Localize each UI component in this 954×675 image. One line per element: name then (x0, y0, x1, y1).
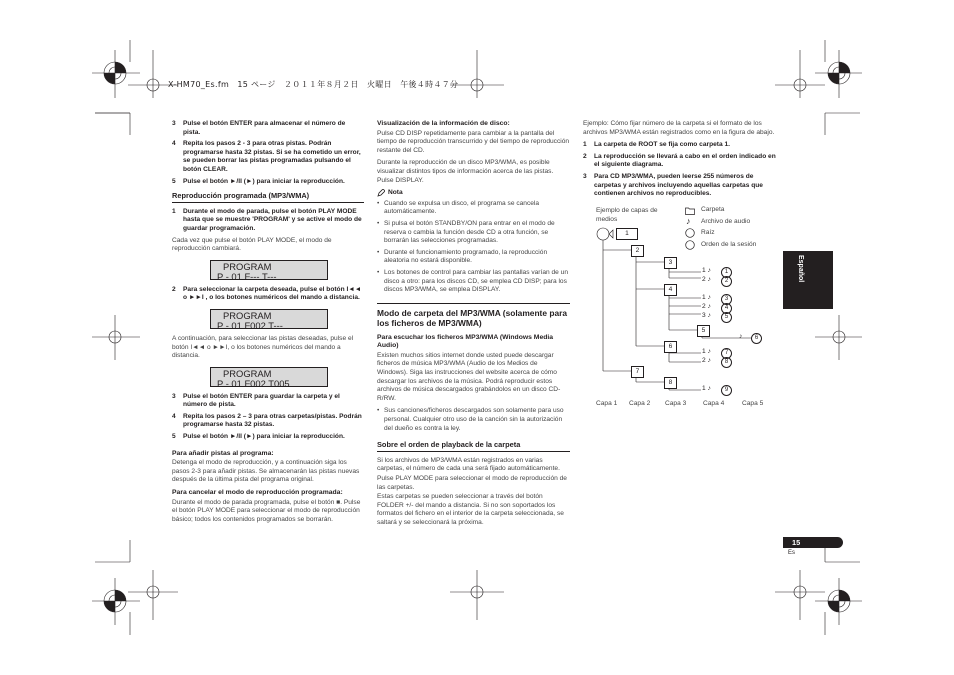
step-item: 4 Repita los pasos 2 - 3 para otras pistas. Podrán programarse hasta 32 pistas. Si se ha cometido un error, se pueden borrar las pistas programadas pulsando el botón CLEAR. (172, 140, 361, 173)
order-number: 5 (721, 312, 732, 323)
music-note-icon: ♪ (707, 267, 711, 274)
paragraph: Pulse CD DISP repetidamente para cambiar a la pantalla del tiempo de reproducción transcurrido y del tiempo de reproducción restante del CD. (377, 129, 570, 154)
step-item: 3 Para CD MP3/WMA, pueden leerse 255 números de carpetas y archivos incluyendo aquellas carpetas que contienen archivos no reproducibles. (583, 172, 763, 198)
step-item: 2 Para seleccionar la carpeta deseada, pulse el botón I◄◄ o ►►I , o los botones numéricos del mando a distancia. (172, 285, 362, 302)
layer-label: Capa 5 (742, 400, 764, 407)
legend-label: Orden de la sesión (701, 241, 757, 248)
note-item: • Cuando se expulsa un disco, el programa se cancela automáticamente. (377, 199, 540, 216)
music-note-icon: ♪ (707, 385, 711, 392)
step-item: 2 La reproducción se llevará a cabo en el orden indicado en el siguiente diagrama. (583, 152, 776, 169)
subheading: Visualización de la información de disco: (377, 120, 510, 127)
folder-box: 8 (664, 377, 677, 389)
track-row: 2 ♪ (702, 303, 711, 310)
subheading: Para añadir pistas al programa: (172, 449, 274, 457)
note-item: • Si pulsa el botón STANDBY/ON para entrar en el modo de reserva o cambia la función desde CD a otra función, se borrarán las selecciones programadas. (377, 219, 555, 245)
music-note-icon: ♪ (707, 276, 711, 283)
music-note-icon: ♪ (707, 312, 711, 319)
subheading: Para escuchar los ficheros MP3/WMA (Windows Media Audio) (377, 333, 554, 350)
left-column (172, 120, 364, 528)
folder-box: 5 (697, 325, 710, 337)
diagram-title: Ejemplo de capas de medios (596, 207, 658, 223)
order-number: 6 (751, 333, 762, 344)
step-item: 3 Pulse el botón ENTER para almacenar el número de pista. (172, 120, 346, 136)
track-row: 1 ♪ (702, 267, 711, 274)
section-title: Sobre el orden de playback de la carpeta (377, 441, 570, 452)
section-title: Modo de carpeta del MP3/WMA (solamente para los ficheros de MP3/WMA) (377, 303, 570, 328)
track-row: 1 ♪ (702, 348, 711, 355)
order-number: 9 (721, 385, 732, 396)
order-number: 2 (721, 276, 732, 287)
folder-box: 6 (664, 341, 677, 353)
lcd-display: PROGRAM P - 01 F002 T--- (210, 309, 328, 329)
track-row: 3 ♪ (702, 312, 711, 319)
folder-box: 2 (631, 245, 644, 257)
paragraph: Pulse PLAY MODE para seleccionar el modo de reproducción de las carpetas. (377, 475, 567, 491)
music-note-icon: ♪ (707, 303, 711, 310)
track-row: 1 ♪ (702, 385, 711, 392)
paragraph: Detenga el modo de reproducción, y a continuación siga los pasos 2-3 para añadir pistas. Se almacenarán las pistas nuevas después de la última pista del programa original. (172, 459, 360, 484)
order-number: 3 (721, 294, 732, 305)
middle-column (377, 120, 570, 532)
section-title: Reproducción programada (MP3/WMA) (172, 192, 364, 203)
layer-label: Capa 3 (665, 400, 687, 407)
music-note-icon: ♪ (739, 333, 743, 340)
folder-box: 3 (664, 257, 677, 269)
page-language: Es (788, 550, 796, 556)
bullet-item: • Sus canciones/ficheros descargados son solamente para uso personal. Cualquier otro uso de la canción sin la autorización del dueño es contra la ley. (377, 407, 564, 432)
step-item: 5 Pulse el botón ►/II (►) para iniciar la reproducción. (172, 433, 345, 441)
page-number: 15 (783, 537, 843, 548)
step-item: 1 Durante el modo de parada, pulse el botón PLAY MODE hasta que se muestre 'PROGRAM' y se active el modo de guardar programación. (172, 207, 362, 232)
track-row: 2 ♪ (702, 276, 711, 283)
music-note-icon: ♪ (707, 357, 711, 364)
paragraph: Si los archivos de MP3/WMA están registrados en varias carpetas, el número de cada una será fijado automáticamente. (377, 456, 560, 473)
pencil-icon (377, 189, 385, 197)
note-heading (377, 189, 570, 198)
legend-label: Raíz (701, 229, 715, 236)
lcd-display: PROGRAM P - 01 F--- T--- (210, 260, 328, 280)
folder-box: 1 (616, 228, 638, 240)
order-number: 7 (721, 348, 732, 359)
paragraph: A continuación, para seleccionar las pistas deseadas, pulse el botón I◄◄ o ►►I, o los botones numéricos del mando a distancia. (172, 334, 354, 360)
right-column (583, 120, 776, 202)
folder-box: 4 (664, 284, 677, 296)
track-row: 1 ♪ (702, 294, 711, 301)
paragraph: Ejemplo: Cómo fijar número de la carpeta si el formato de los archivos MP3/WMA están registrados como en la figura de abajo. (583, 120, 775, 136)
order-number: 8 (721, 357, 732, 368)
order-number: 4 (721, 303, 732, 314)
file-header: X-HM70_Es.fm 15 ページ ２０１１年８月２日 火曜日 午後４時４７分 (168, 80, 459, 89)
note-item: • Los botones de control para cambiar las pantallas varían de un disco a otro: para los discos CD, se emplea CD DISP; para los discos MP3/WMA, se emplea DISPLAY. (377, 268, 569, 294)
legend-label: Archivo de audio (701, 218, 751, 225)
paragraph: Durante la reproducción de un disco MP3/WMA, es posible visualizar distintos tipos de información acerca de las pistas. Pulse DISPLAY. (377, 159, 554, 184)
note-item: • Durante el funcionamiento programado, la reproducción aleatoria no estará disponible. (377, 248, 548, 265)
step-item: 5 Pulse el botón ►/II (►) para iniciar la reproducción. (172, 177, 345, 185)
order-number: 1 (721, 267, 732, 278)
legend-label: Carpeta (701, 206, 725, 213)
note-label: Nota (388, 189, 403, 197)
step-item: 1 La carpeta de ROOT se fija como carpeta 1. (583, 141, 730, 149)
lcd-display: PROGRAM P - 01 F002 T005 (210, 367, 328, 387)
music-note-icon: ♪ (707, 348, 711, 355)
layer-label: Capa 2 (629, 400, 651, 407)
step-item: 4 Repita los pasos 2 – 3 para otras carpetas/pistas. Podrán programarse hasta 32 pistas. (172, 412, 362, 429)
layer-label: Capa 4 (703, 400, 725, 407)
subheading: Para cancelar el modo de reproducción programada: (172, 489, 343, 497)
paragraph: Estas carpetas se pueden seleccionar a través del botón FOLDER +/- del mando a distancia. Si no son soportados los formatos del fichero en el interior de la carpeta seleccionada, se saltará y se seleccionará la próxima. (377, 493, 564, 526)
music-note-icon: ♪ (707, 294, 711, 301)
music-note-icon: ♪ (686, 216, 691, 226)
layer-label: Capa 1 (596, 400, 618, 407)
paragraph: Cada vez que pulse el botón PLAY MODE, el modo de reproducción cambiará. (172, 236, 332, 253)
language-tab: Español (783, 251, 833, 309)
track-row: 2 ♪ (702, 357, 711, 364)
folder-box: 7 (631, 366, 644, 378)
paragraph: Durante el modo de parada programada, pulse el botón ■. Pulse el botón PLAY MODE para seleccionar el modo de reproducción básico; todos los contenidos programados se borrarán. (172, 498, 361, 523)
step-item: 3 Pulse el botón ENTER para guardar la carpeta y el número de pista. (172, 392, 340, 409)
folder-diagram (591, 203, 781, 413)
paragraph: Existen muchos sitios internet donde usted puede descargar ficheros de música MP3/WMA (Audio de los Medios de Windows). Siga las instrucciones del website acerca de cómo descargar los archivos de la música. Podrá reproducir estos archivos de música descargados grabándolos en un disco CD-R/RW. (377, 351, 561, 402)
